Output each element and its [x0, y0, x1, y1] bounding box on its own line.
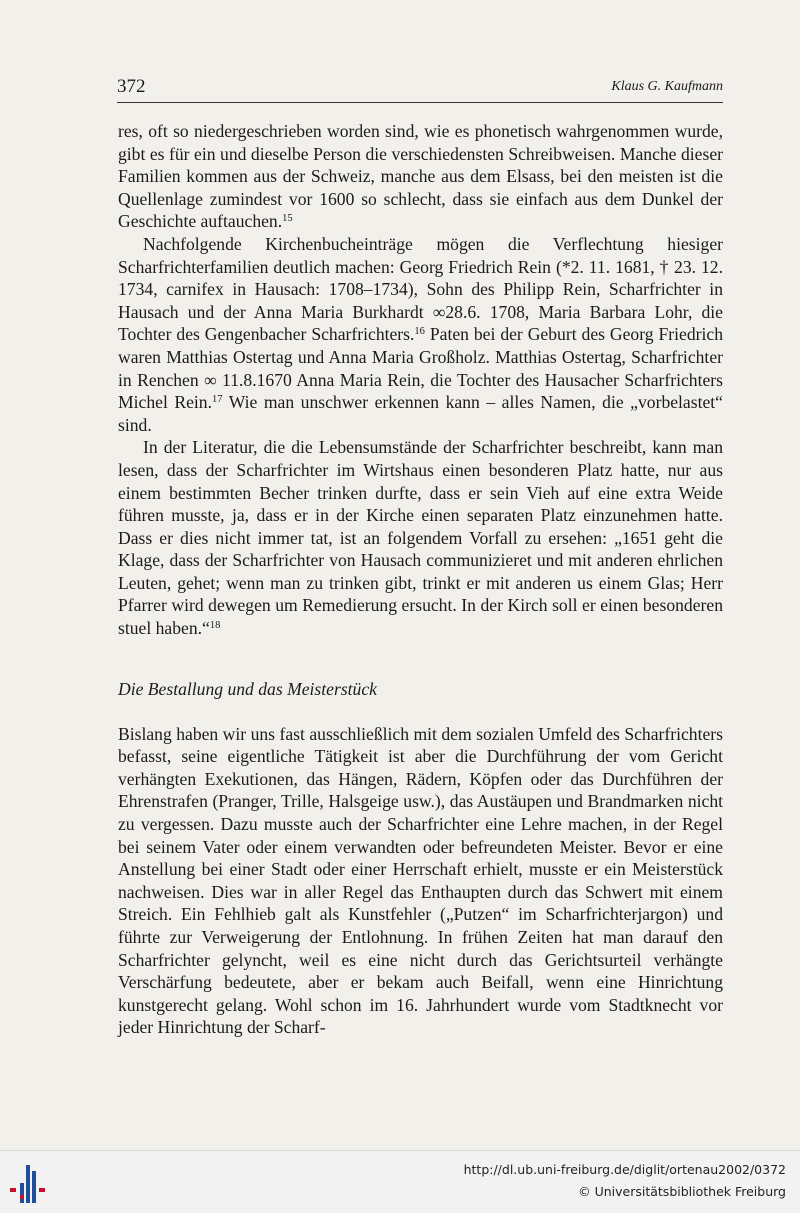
footer-bar [0, 1150, 800, 1213]
footnote-ref-16[interactable]: 16 [414, 326, 425, 338]
paragraph-2-text-a: Nachfolgende Kirchenbucheinträge mögen die Verflechtung hiesiger Scharfrichterfamilien deutlich machen: Georg Friedrich Rein (*2. 11. 1681, † 23. 12. 1734, carnifex in Hausach: 1708–1734), Sohn des Philipp Rein, Scharfrichter in Hausach und der Anna Maria Burkhardt ∞28.6. 1708, Maria Barbara Lohr, die Tochter des Gengenbacher Scharfrichters. [118, 233, 723, 345]
paragraph-2-text-b: Paten bei der Geburt des Georg Friedrich waren Matthias Ostertag und Anna Maria Großholz. Matthias Ostertag, Scharfrichter in Renchen ∞ 11.8.1670 Anna Maria Rein, die Tochter des Hausacher Scharfrichters Michel Rein. [118, 324, 723, 413]
footnote-ref-17[interactable]: 17 [212, 394, 223, 406]
running-head-author: Klaus G. Kaufmann [611, 79, 723, 94]
footnote-ref-18[interactable]: 18 [209, 620, 221, 632]
source-url-link[interactable]: http://dl.ub.uni-freiburg.de/diglit/ortenau2002/0372 [463, 1162, 786, 1177]
paragraph-1 [118, 120, 723, 233]
paragraph-3 [118, 436, 723, 639]
ub-freiburg-logo-icon[interactable] [8, 1163, 52, 1205]
section-heading: Die Bestallung und das Meisterstück [118, 678, 377, 699]
paragraph-2-text-c: Wie man unschwer erkennen kann – alles Namen, die „vorbelastet“ sind. [118, 392, 723, 435]
paragraph-2 [118, 233, 723, 436]
paragraph-4: Bislang haben wir uns fast ausschließlich mit dem sozialen Umfeld des Scharfrichters befasst, seine eigentliche Tätigkeit ist aber die Durchführung der vom Gericht verhängten Exekutionen, das Hängen, Rädern, Köpfen oder das Durchführen der Ehrenstrafen (Pranger, Trille, Halsgeige usw.), das Austäupen und Brandmarken nicht zu vergessen. Dazu musste auch der Scharfrichter eine Lehre machen, in der Regel bei seinem Vater oder einem verwandten oder befreundeten Meister. Bevor er eine Anstellung bei einer Stadt oder einer Herrschaft erhielt, musste er ein Meisterstück nachweisen. Dies war in aller Regel das Enthaupten durch das Schwert mit einem Streich. Ein Fehlhieb galt als Kunstfehler („Putzen“ im Scharfrichterjargon) und führte zur Verweigerung der Entlohnung. In frühen Zeiten hat man darauf den Scharfrichter gelyncht, weil es eine nicht durch das Gerichtsurteil verhängte Verschärfung bedeutete, aber er bekam auch Beifall, wenn eine Hinrichtung kunstgerecht gelang. Wohl schon im 16. Jahrhundert wurde vom Stadtknecht vor jeder Hinrichtung der Scharf- [118, 723, 723, 1038]
body-text [118, 120, 723, 1039]
running-head [117, 76, 723, 103]
footnote-ref-15[interactable]: 15 [282, 213, 293, 225]
page-number: 372 [117, 76, 146, 97]
paragraph-3-text: In der Literatur, die die Lebensumstände der Scharfrichter beschreibt, kann man lesen, dass der Scharfrichter im Wirtshaus einen besonderen Platz hatte, nur aus einem bestimmten Becher trinken durfte, dass er sein Vieh auf eine extra Weide führen musste, ja, dass er in der Kirche einen separaten Platz einzunehmen hatte. Dass er dies nicht immer tat, ist an folgendem Vorfall zu ersehen: „1651 geht die Klage, dass der Scharfrichter von Hausach communizieret und mit anderen ehrlichen Leuten, gehet; wenn man zu trinken gibt, trinkt er mit anderen us einem Glas; Herr Pfarrer wird dewegen um Remedierung ersucht. In der Kirch soll er einen besonderen stuel haben.“ [118, 437, 723, 639]
copyright-notice: © Universitätsbibliothek Freiburg [578, 1184, 786, 1199]
paragraph-1-text: res, oft so niedergeschrieben worden sind, wie es phonetisch wahrgenommen wurde, gibt es für ein und dieselbe Person die verschiedensten Schreibweisen. Manche dieser Familien kommen aus der Schweiz, manche aus dem Elsass, bei den meisten ist die Quellenlage zumindest vor 1600 so schlecht, dass sie einfach aus dem Dunkel der Geschichte auftauchen. [118, 121, 723, 232]
